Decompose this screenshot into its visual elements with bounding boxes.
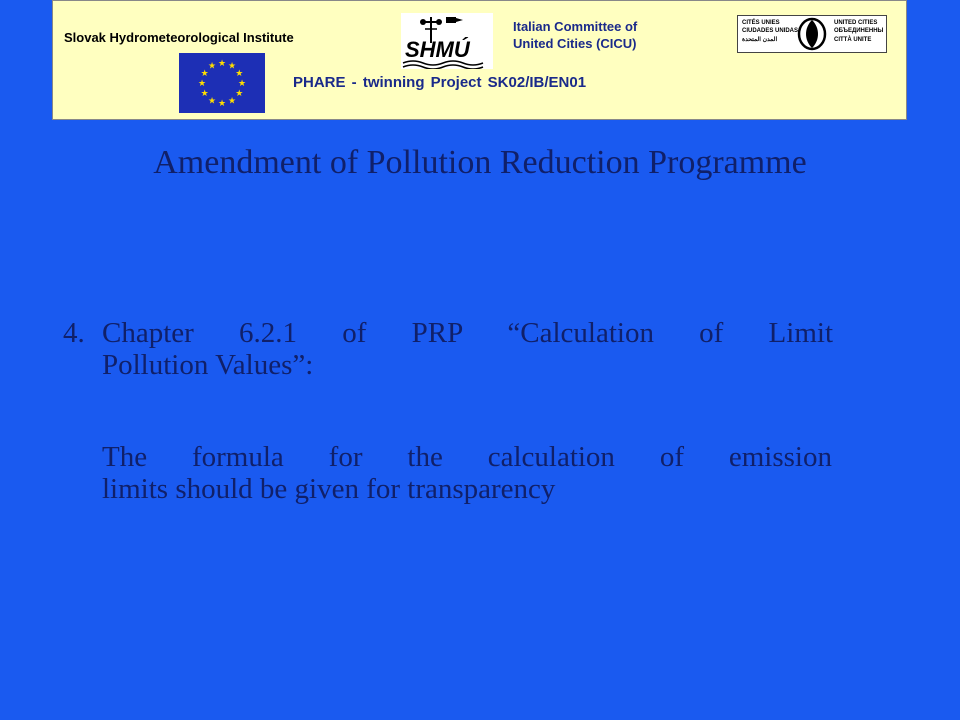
shmu-logo-text: SHMÚ: [405, 37, 470, 62]
eu-star-icon: ★: [200, 68, 209, 78]
eu-flag: [179, 53, 265, 113]
united-cities-logo: [737, 15, 887, 53]
slide-title: Amendment of Pollution Reduction Programme: [153, 144, 807, 181]
org-right-line2: United Cities (CICU): [513, 36, 637, 51]
cities-logo-line-4: UNITED CITIES: [834, 20, 878, 26]
project-label: PHARE - twinning Project SK02/IB/EN01: [293, 74, 587, 91]
eu-star-icon: ★: [207, 60, 217, 71]
header-banner: [52, 0, 907, 120]
paragraph-line-2: limits should be given for transparency: [102, 473, 556, 505]
org-right-line1: Italian Committee of: [513, 19, 638, 34]
org-name-right: [513, 18, 723, 52]
cities-logo-line-6: CITTÀ UNITE: [834, 37, 872, 43]
eu-star-icon: ★: [200, 88, 209, 98]
cities-logo-line-3: المدن المتحدة: [742, 37, 778, 43]
cities-logo-line-1: CITÉS UNIES: [742, 20, 780, 26]
eu-star-icon: ★: [207, 95, 217, 106]
eu-star-icon: ★: [217, 58, 227, 68]
list-item: [63, 317, 833, 381]
list-item-line-2: Pollution Values”:: [102, 349, 314, 381]
paragraph-line-1: The formula for the calculation of emission: [102, 441, 832, 473]
eu-star-icon: ★: [227, 60, 237, 71]
cities-logo-line-5: ОБЪЕДИНЕННЫ: [834, 28, 884, 34]
list-item-number: 4.: [63, 317, 85, 349]
eu-star-icon: ★: [235, 88, 244, 98]
body-paragraph: [102, 441, 832, 505]
shmu-logo: [401, 13, 493, 69]
list-item-line-1: Chapter 6.2.1 of PRP “Calculation of Limit: [102, 317, 833, 349]
eu-star-icon: ★: [217, 98, 227, 108]
eu-star-icon: ★: [235, 68, 244, 78]
eu-star-icon: ★: [237, 78, 247, 88]
eu-star-icon: ★: [197, 78, 207, 88]
eu-star-icon: ★: [227, 95, 237, 106]
cities-logo-line-2: CIUDADES UNIDAS: [742, 28, 799, 34]
org-name-left: Slovak Hydrometeorological Institute: [64, 30, 294, 45]
